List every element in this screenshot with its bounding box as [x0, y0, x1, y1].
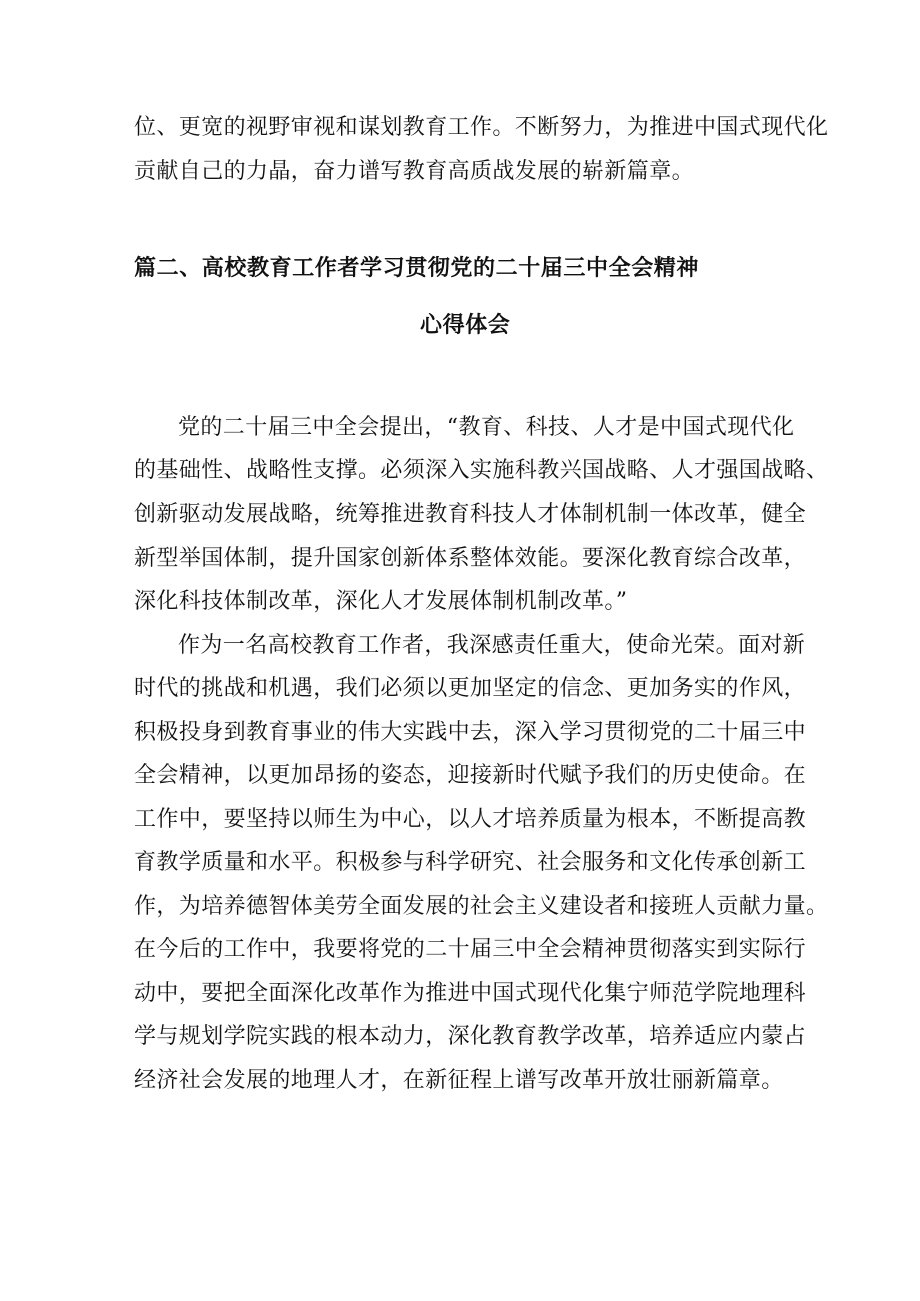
paragraph2-line-2: 时代的挑战和机遇，我们必须以更加坚定的信念、更加务实的作风， [134, 676, 807, 701]
paragraph2-line-4: 全会精神，以更加昂扬的姿态，迎接新时代赋予我们的历史使命。在 [134, 763, 807, 788]
paragraph1-line-3: 创新驱动发展战略，统筹推进教育科技人才体制机制一体改革，健全 [134, 502, 807, 527]
paragraph2-line-6: 育教学质量和水平。积极参与科学研究、社会服务和文化传承创新工 [134, 850, 807, 875]
paragraph2-line-3: 积极投身到教育事业的伟大实践中去，深入学习贯彻党的二十届三中 [134, 720, 807, 745]
section-title-line-1: 篇二、高校教育工作者学习贯彻党的二十届三中全会精神 [134, 256, 700, 281]
paragraph2-line-5: 工作中，要坚持以师生为中心，以人才培养质量为根本，不断提高教 [134, 807, 807, 832]
paragraph2-line-8: 在今后的工作中，我要将党的二十届三中全会精神贯彻落实到实际行 [134, 937, 807, 962]
paragraph2-line-9: 动中，要把全面深化改革作为推进中国式现代化集宁师范学院地理科 [134, 981, 807, 1006]
paragraph2-line-10: 学与规划学院实践的根本动力，深化教育教学改革，培养适应内蒙占 [134, 1024, 807, 1049]
paragraph1-line-1: 党的二十届三中全会提出，“教育、科技、人才是中国式现代化 [178, 415, 795, 440]
paragraph1-line-4: 新型举国体制，提升国家创新体系整体效能。要深化教育综合改革， [134, 546, 807, 571]
paragraph2-line-1: 作为一名高校教育工作者，我深感责任重大，使命光荣。面对新 [178, 633, 806, 658]
paragraph2-line-11: 经济社会发展的地理人才，在新征程上谱写改革开放壮丽新篇章。 [134, 1068, 784, 1093]
paragraph1-line-2: 的基础性、战略性支撑。必须深入实施科教兴国战略、人才强国战略、 [134, 458, 829, 483]
section-title-line-2: 心得体会 [420, 313, 511, 338]
intro-line-2: 贡献自己的力晶，奋力谱写教育高质战发展的崭新篇章。 [134, 159, 695, 184]
intro-line-1: 位、更宽的视野审视和谋划教育工作。不断努力，为推进中国式现代化 [134, 115, 829, 140]
paragraph2-line-7: 作，为培养德智体美劳全面发展的社会主义建设者和接班人贡献力量。 [134, 894, 829, 919]
paragraph1-line-5: 深化科技体制改革，深化人才发展体制机制改革。” [134, 589, 628, 614]
